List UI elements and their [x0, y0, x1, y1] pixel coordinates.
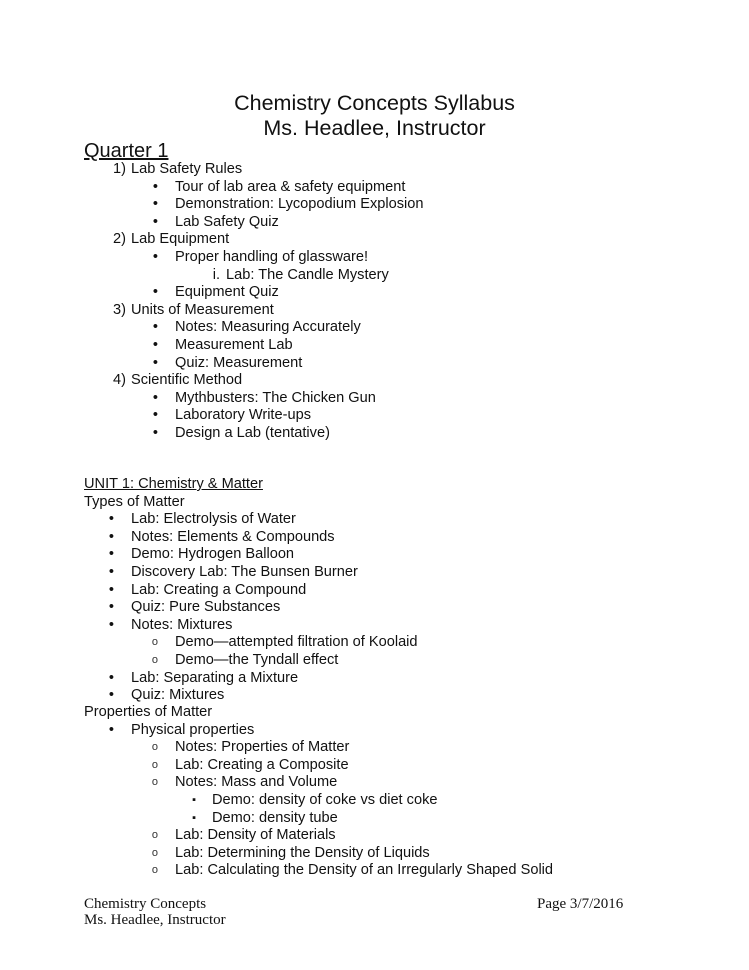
list-marker: o	[151, 758, 158, 771]
footer-instructor: Ms. Headlee, Instructor	[84, 912, 226, 928]
list-item	[0, 792, 749, 810]
list-item-text: Tour of lab area & safety equipment	[175, 178, 406, 195]
list-marker: •	[152, 336, 158, 353]
list-item-text: Measurement Lab	[175, 336, 293, 353]
list-marker: o	[151, 846, 158, 859]
quarter-1-list	[0, 161, 749, 443]
unit-heading: UNIT 1: Chemistry & Matter	[84, 476, 263, 492]
list-item	[0, 337, 749, 355]
list-item	[0, 372, 749, 390]
list-item	[0, 687, 749, 705]
list-item-text: Scientific Method	[131, 372, 243, 389]
list-item	[0, 249, 749, 267]
list-marker: i.	[212, 266, 220, 283]
list-marker: •	[108, 599, 114, 616]
list-item-text: Demo—the Tyndall effect	[175, 651, 339, 668]
list-item-text: Lab: Creating a Composite	[175, 756, 349, 773]
list-item-text: Quiz: Pure Substances	[131, 599, 281, 616]
list-item	[0, 862, 749, 880]
list-item	[0, 845, 749, 863]
quarter-heading: Quarter 1	[84, 140, 169, 162]
list-item	[0, 319, 749, 337]
list-item-text: Notes: Properties of Matter	[175, 739, 350, 756]
list-item-text: Laboratory Write-ups	[175, 407, 311, 424]
list-item-text: Demonstration: Lycopodium Explosion	[175, 196, 424, 213]
list-marker: 1)	[113, 161, 126, 177]
list-item	[0, 179, 749, 197]
list-item	[0, 161, 749, 179]
footer-page: Page 3/7/2016	[537, 896, 624, 912]
list-item	[0, 425, 749, 443]
list-item-text: Notes: Mixtures	[131, 616, 233, 633]
list-marker: •	[152, 213, 158, 230]
list-item-text: Notes: Measuring Accurately	[175, 319, 361, 336]
list-marker: •	[152, 178, 158, 195]
properties-of-matter-list	[0, 704, 749, 880]
list-marker: •	[152, 284, 158, 301]
list-item-text: Design a Lab (tentative)	[175, 424, 330, 441]
list-marker: •	[108, 687, 114, 704]
list-marker: o	[151, 829, 158, 842]
section-heading: Properties of Matter	[84, 704, 213, 720]
list-item	[0, 564, 749, 582]
list-marker: •	[152, 424, 158, 441]
list-item-text: Demo—attempted filtration of Koolaid	[175, 634, 418, 651]
list-item	[0, 757, 749, 775]
list-marker: 3)	[113, 301, 126, 318]
list-item-text: Equipment Quiz	[175, 284, 279, 301]
list-item-text: Lab: The Candle Mystery	[226, 266, 389, 283]
list-item	[0, 302, 749, 320]
list-item-text: Lab Safety Rules	[131, 161, 243, 177]
document-title: Chemistry Concepts Syllabus	[234, 91, 515, 115]
list-item	[0, 546, 749, 564]
list-item	[0, 267, 749, 285]
section-heading: Types of Matter	[84, 493, 185, 510]
list-item-text: Notes: Mass and Volume	[175, 774, 338, 791]
list-marker: •	[108, 511, 114, 528]
list-item-text: Demo: Hydrogen Balloon	[131, 546, 295, 563]
list-marker: •	[152, 389, 158, 406]
list-item-text: Quiz: Measurement	[175, 354, 303, 371]
list-item	[0, 617, 749, 635]
list-marker: 4)	[113, 372, 126, 389]
list-item-text: Lab: Calculating the Density of an Irregularly Shaped Solid	[175, 862, 554, 879]
list-item	[0, 284, 749, 302]
list-item	[0, 196, 749, 214]
list-item	[0, 231, 749, 249]
list-item-text: Notes: Elements & Compounds	[131, 528, 335, 545]
list-marker: o	[151, 776, 158, 789]
list-item	[0, 599, 749, 617]
list-item	[0, 634, 749, 652]
list-item	[0, 722, 749, 740]
list-item	[0, 774, 749, 792]
list-marker: o	[151, 741, 158, 754]
list-marker: •	[152, 354, 158, 371]
types-of-matter-list	[0, 494, 749, 705]
list-item-text: Lab Safety Quiz	[175, 213, 279, 230]
list-marker: o	[151, 653, 158, 666]
list-item-text: Lab: Creating a Compound	[131, 581, 307, 598]
list-item	[0, 582, 749, 600]
list-marker: o	[151, 864, 158, 877]
list-item-text: Lab: Electrolysis of Water	[131, 511, 296, 528]
list-marker: •	[152, 319, 158, 336]
list-marker: 2)	[113, 231, 126, 248]
list-item	[0, 407, 749, 425]
list-marker: •	[152, 248, 158, 265]
list-marker: o	[151, 636, 158, 649]
list-item-text: Proper handling of glassware!	[175, 248, 369, 265]
list-item-text: Lab: Determining the Density of Liquids	[175, 844, 430, 861]
list-marker: •	[108, 616, 114, 633]
list-item	[0, 652, 749, 670]
list-item-text: Physical properties	[131, 721, 255, 738]
list-marker: •	[108, 546, 114, 563]
list-item-text: Demo: density of coke vs diet coke	[212, 791, 438, 808]
list-item-text: Mythbusters: The Chicken Gun	[175, 389, 376, 406]
list-marker: •	[108, 528, 114, 545]
list-item	[0, 529, 749, 547]
footer-course: Chemistry Concepts	[84, 896, 207, 912]
list-item	[0, 670, 749, 688]
list-item	[0, 739, 749, 757]
list-item-text: Units of Measurement	[131, 301, 274, 318]
list-marker: ▪	[192, 793, 196, 806]
list-marker: •	[108, 563, 114, 580]
list-marker: •	[108, 721, 114, 738]
document-subtitle: Ms. Headlee, Instructor	[263, 116, 486, 140]
list-marker: •	[152, 196, 158, 213]
list-marker: •	[152, 407, 158, 424]
list-item	[0, 390, 749, 408]
list-marker: ▪	[192, 811, 196, 824]
list-item-text: Demo: density tube	[212, 809, 338, 826]
list-item-text: Discovery Lab: The Bunsen Burner	[131, 563, 358, 580]
list-item	[0, 827, 749, 845]
list-item	[0, 494, 749, 512]
list-marker: •	[108, 581, 114, 598]
list-item	[0, 214, 749, 232]
list-item-text: Quiz: Mixtures	[131, 687, 225, 704]
list-item	[0, 810, 749, 828]
list-item	[0, 511, 749, 529]
list-item-text: Lab: Separating a Mixture	[131, 669, 299, 686]
list-item-text: Lab: Density of Materials	[175, 827, 336, 844]
list-item	[0, 355, 749, 373]
list-marker: •	[108, 669, 114, 686]
list-item	[0, 704, 749, 722]
list-item-text: Lab Equipment	[131, 231, 230, 248]
unit-heading-line	[0, 476, 749, 494]
